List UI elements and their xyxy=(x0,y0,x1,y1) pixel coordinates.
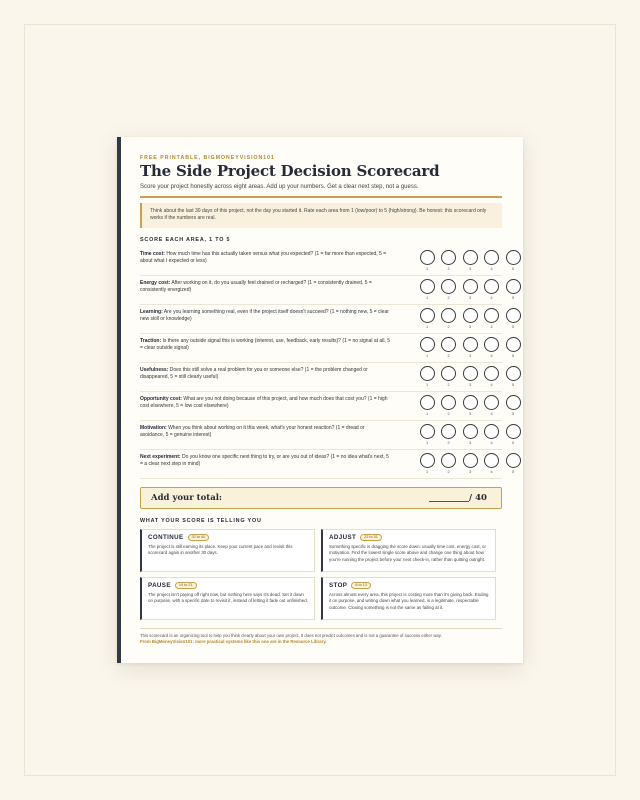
rating-circle[interactable] xyxy=(441,366,456,381)
rating-option xyxy=(504,308,522,329)
score-item-question: Does this still solve a real problem for you or someone else? (1 = the problem changed or disappeared, 5 = still clearly useful) xyxy=(140,366,368,381)
rating-circle[interactable] xyxy=(484,308,499,323)
score-item-question: What are you not doing because of this project, and how much does that cost you? (1 = high cost elsewhere, 5 = low cost elsewhere) xyxy=(140,395,388,410)
rating-option xyxy=(483,366,501,387)
rating-option xyxy=(418,308,436,329)
score-item-text xyxy=(140,338,390,353)
rating-circle[interactable] xyxy=(420,366,435,381)
rating-number: 5 xyxy=(511,266,515,271)
footer xyxy=(140,628,502,646)
page-title: The Side Project Decision Scorecard xyxy=(140,162,440,180)
rating-circles xyxy=(418,337,522,358)
rating-option xyxy=(504,279,522,300)
score-item-text xyxy=(140,425,390,440)
rating-option xyxy=(504,366,522,387)
rating-option xyxy=(440,424,458,445)
rating-circle[interactable] xyxy=(420,453,435,468)
rating-number: 4 xyxy=(490,295,493,300)
rating-option xyxy=(461,279,479,300)
results-section-label: WHAT YOUR SCORE IS TELLING YOU xyxy=(140,517,262,524)
rating-number: 3 xyxy=(468,353,472,358)
rating-number: 1 xyxy=(425,295,429,300)
score-item-text xyxy=(140,454,390,469)
result-card-header xyxy=(148,534,309,541)
rating-option xyxy=(483,250,501,271)
rating-number: 4 xyxy=(490,353,493,358)
rating-circle[interactable] xyxy=(441,395,456,410)
rating-number: 3 xyxy=(468,266,472,271)
rating-option xyxy=(483,424,501,445)
rating-option xyxy=(418,279,436,300)
rating-option xyxy=(461,337,479,358)
rating-option xyxy=(504,424,522,445)
score-item xyxy=(140,276,515,305)
rating-circles xyxy=(418,366,522,387)
rating-number: 3 xyxy=(468,469,472,474)
result-card-header xyxy=(329,534,490,541)
result-description: Across almost every area, this project is costing more than it's giving back. Ending it on purpose, and writing down what you learned, is a legitimate, respectable outcome. Closing something is not the same as failing at it. xyxy=(329,591,489,610)
score-item-label: Time cost: xyxy=(140,250,165,257)
rating-circle[interactable] xyxy=(484,250,499,265)
rating-option xyxy=(418,366,436,387)
rating-circle[interactable] xyxy=(506,250,521,265)
score-item-question: Do you know one specific next thing to try, or are you out of ideas? (1 = no idea what's next, 5 = a clear next step in mind) xyxy=(140,453,389,468)
rating-option xyxy=(461,395,479,416)
rating-circle[interactable] xyxy=(420,308,435,323)
score-item-label: Learning: xyxy=(140,308,163,315)
footer-credit: From BigMoneyVision101: more practical systems like this one are in the Resource Library. xyxy=(140,639,327,644)
rating-circle[interactable] xyxy=(463,337,478,352)
rating-number: 4 xyxy=(490,266,493,271)
score-range-badge: 8 to 13 xyxy=(351,582,371,589)
rating-option xyxy=(483,453,501,474)
rating-circle[interactable] xyxy=(484,453,499,468)
rating-number: 3 xyxy=(468,440,472,445)
rating-number: 2 xyxy=(447,295,450,300)
score-item xyxy=(140,247,515,276)
rating-circle[interactable] xyxy=(463,279,478,294)
score-items xyxy=(140,247,515,479)
rating-option xyxy=(418,337,436,358)
result-card-header xyxy=(329,582,490,589)
rating-option xyxy=(418,424,436,445)
rating-circles xyxy=(418,250,522,271)
rating-option xyxy=(418,453,436,474)
rating-circle[interactable] xyxy=(420,424,435,439)
rating-circle[interactable] xyxy=(484,279,499,294)
rating-number: 1 xyxy=(425,382,429,387)
result-card-continue xyxy=(140,529,315,572)
score-item xyxy=(140,305,515,334)
rating-number: 3 xyxy=(468,324,472,329)
score-item-text xyxy=(140,280,390,295)
rating-circle[interactable] xyxy=(484,395,499,410)
total-input-line[interactable] xyxy=(429,501,469,502)
score-range-badge: 14 to 21 xyxy=(175,582,197,589)
score-item-question: After working on it, do you usually feel drained or recharged? (1 = consistently drained, 5 = consistently energized) xyxy=(140,279,372,294)
result-description: The project isn't paying off right now, but nothing here says it's dead. Set it down on purpose, with a specific date to revisit it, instead of letting it fade out unfinished. xyxy=(148,591,308,604)
score-item xyxy=(140,421,515,450)
rating-number: 5 xyxy=(511,353,515,358)
score-range-badge: 32 to 40 xyxy=(188,534,210,541)
score-item-question: Is there any outside signal this is working (interest, use, feedback, early results)? (1 = no signal at all, 5 = clear outside signal) xyxy=(140,337,390,352)
result-card-pause xyxy=(140,577,315,620)
score-section-label: SCORE EACH AREA, 1 TO 5 xyxy=(140,236,231,243)
rating-option xyxy=(461,453,479,474)
result-description: The project is still earning its place. Keep your current pace and revisit this scorecard again in another 30 days. xyxy=(148,543,293,556)
total-label: Add your total: xyxy=(151,492,223,503)
rating-option xyxy=(461,250,479,271)
rating-circles xyxy=(418,308,522,329)
result-title: ADJUST xyxy=(329,533,357,541)
rating-option xyxy=(504,453,522,474)
rating-number: 1 xyxy=(425,324,429,329)
rating-number: 5 xyxy=(511,295,515,300)
rating-option xyxy=(504,250,522,271)
rating-number: 2 xyxy=(447,266,450,271)
result-card-header xyxy=(148,582,309,589)
rating-circle[interactable] xyxy=(506,308,521,323)
score-item-label: Usefulness: xyxy=(140,366,169,373)
rating-option xyxy=(483,279,501,300)
rating-option xyxy=(440,308,458,329)
rating-circles xyxy=(418,279,522,300)
rating-option xyxy=(440,337,458,358)
score-item-text xyxy=(140,251,390,266)
rating-circle[interactable] xyxy=(484,424,499,439)
rating-circle[interactable] xyxy=(441,453,456,468)
rating-option xyxy=(440,279,458,300)
rating-circle[interactable] xyxy=(441,250,456,265)
score-item xyxy=(140,363,515,392)
rating-number: 2 xyxy=(447,469,450,474)
rating-option xyxy=(440,250,458,271)
rating-number: 5 xyxy=(511,324,515,329)
rating-circle[interactable] xyxy=(484,366,499,381)
rating-option xyxy=(440,395,458,416)
score-item-label: Next experiment: xyxy=(140,453,181,460)
rating-circle[interactable] xyxy=(484,337,499,352)
rating-number: 3 xyxy=(468,295,472,300)
rating-circle[interactable] xyxy=(441,424,456,439)
rating-circle[interactable] xyxy=(506,337,521,352)
rating-circles xyxy=(418,424,522,445)
rating-circles xyxy=(418,395,522,416)
rating-number: 5 xyxy=(511,411,515,416)
score-item-label: Energy cost: xyxy=(140,279,171,286)
total-box xyxy=(140,487,502,509)
rating-circle[interactable] xyxy=(420,337,435,352)
result-description: Something specific is dragging the score down: usually time cost, energy cost, or motivation. Find the lowest single score above and change one thing about how you're running the project before your next check-in, rather than quitting outright. xyxy=(329,543,486,562)
rating-circle[interactable] xyxy=(463,308,478,323)
rating-circle[interactable] xyxy=(506,279,521,294)
rating-number: 1 xyxy=(425,440,429,445)
eyebrow: FREE PRINTABLE, BIGMONEYVISION101 xyxy=(140,155,275,161)
rating-option xyxy=(504,337,522,358)
rating-number: 1 xyxy=(425,411,429,416)
rating-number: 4 xyxy=(490,440,493,445)
rating-number: 2 xyxy=(447,324,450,329)
rating-option xyxy=(461,308,479,329)
rating-circle[interactable] xyxy=(420,395,435,410)
score-item xyxy=(140,450,515,479)
rating-circles xyxy=(418,453,522,474)
rating-option xyxy=(461,366,479,387)
result-title: PAUSE xyxy=(148,581,171,589)
rating-circle[interactable] xyxy=(506,366,521,381)
rating-number: 5 xyxy=(511,382,515,387)
rating-option xyxy=(504,395,522,416)
rating-option xyxy=(483,308,501,329)
score-item-text xyxy=(140,396,390,411)
score-item-text xyxy=(140,367,390,382)
rating-number: 4 xyxy=(490,382,493,387)
rating-number: 2 xyxy=(447,411,450,416)
rating-number: 5 xyxy=(511,469,515,474)
rating-number: 4 xyxy=(490,411,493,416)
score-range-badge: 22 to 31 xyxy=(360,534,382,541)
footer-disclaimer: This scorecard is an organizing tool to help you think clearly about your own project. It does not predict outcomes and is not a guarantee of success either way. xyxy=(140,632,442,638)
results-grid xyxy=(140,529,502,620)
divider xyxy=(140,196,502,198)
rating-number: 1 xyxy=(425,266,429,271)
score-item-question: How much time has this actually taken versus what you expected? (1 = far more than expected, 5 = about what I expected or less) xyxy=(140,250,387,265)
rating-number: 2 xyxy=(447,382,450,387)
result-card-adjust xyxy=(321,529,496,572)
result-card-stop xyxy=(321,577,496,620)
rating-circle[interactable] xyxy=(506,395,521,410)
rating-number: 3 xyxy=(468,382,472,387)
rating-circle[interactable] xyxy=(506,424,521,439)
rating-option xyxy=(461,424,479,445)
rating-number: 3 xyxy=(468,411,472,416)
rating-circle[interactable] xyxy=(463,250,478,265)
rating-option xyxy=(483,337,501,358)
score-item-label: Traction: xyxy=(140,337,162,344)
score-item-label: Opportunity cost: xyxy=(140,395,182,402)
total-max: / 40 xyxy=(469,492,487,503)
rating-circle[interactable] xyxy=(463,424,478,439)
rating-circle[interactable] xyxy=(506,453,521,468)
rating-circle[interactable] xyxy=(420,250,435,265)
score-item xyxy=(140,334,515,363)
rating-number: 2 xyxy=(447,440,450,445)
scorecard-sheet xyxy=(117,137,523,663)
rating-number: 2 xyxy=(447,353,450,358)
score-item-question: When you think about working on it this week, what's your honest reaction? (1 = dread or avoidance, 5 = genuine interest) xyxy=(140,424,365,439)
rating-number: 5 xyxy=(511,440,515,445)
instructions-note: Think about the last 30 days of this project, not the day you started it. Rate each area from 1 (low/poor) to 5 (high/strong). Be honest: this scorecard only works if the numbers are real. xyxy=(140,203,502,228)
rating-circle[interactable] xyxy=(463,453,478,468)
score-item-question: Are you learning something real, even if the project itself doesn't succeed? (1 = nothing new, 5 = clear new skill or knowledge) xyxy=(140,308,389,323)
rating-option xyxy=(418,395,436,416)
result-title: STOP xyxy=(329,581,348,589)
rating-number: 1 xyxy=(425,469,429,474)
rating-option xyxy=(440,366,458,387)
rating-circle[interactable] xyxy=(441,337,456,352)
rating-option xyxy=(483,395,501,416)
rating-circle[interactable] xyxy=(463,395,478,410)
page-subtitle: Score your project honestly across eight areas. Add up your numbers. Get a clear next step, not a guess. xyxy=(140,184,419,190)
rating-option xyxy=(440,453,458,474)
rating-circle[interactable] xyxy=(441,308,456,323)
rating-option xyxy=(418,250,436,271)
rating-circle[interactable] xyxy=(441,279,456,294)
rating-number: 4 xyxy=(490,469,493,474)
score-item-label: Motivation: xyxy=(140,424,167,431)
score-item xyxy=(140,392,515,421)
rating-number: 4 xyxy=(490,324,493,329)
rating-circle[interactable] xyxy=(463,366,478,381)
score-item-text xyxy=(140,309,390,324)
rating-number: 1 xyxy=(425,353,429,358)
result-title: CONTINUE xyxy=(148,533,184,541)
rating-circle[interactable] xyxy=(420,279,435,294)
